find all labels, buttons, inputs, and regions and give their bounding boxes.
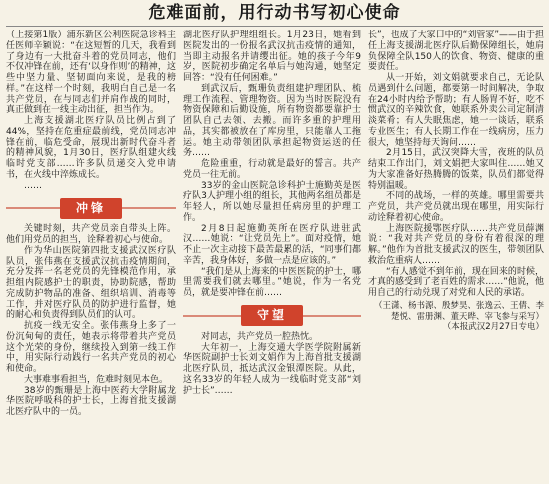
paragraph: 关键时刻，共产党员亲自带头上阵。他们用党员的担当，诠释着初心与使命。 bbox=[6, 224, 176, 245]
byline-authors: （王潇、杨书源、殷梦昊、张逸云、王倩、李楚悦、雷册渊、董天晔、宰飞参与采写） bbox=[373, 300, 544, 322]
paragraph: 长”，也成了大家口中的“刘管家”——由于担任上海支援湖北医疗队后勤保障组长，她肩负保障全队150人的饮食、物资、健康的重要责任。 bbox=[368, 30, 544, 73]
headline-rule bbox=[6, 26, 543, 27]
paragraph: 危险重重，行动就是最好的誓言。共产党员一往无前。 bbox=[183, 159, 361, 180]
paragraph: 抗疫一线无安全。张伟燕身上多了一份沉甸甸的责任，她表示将带着共产党员这个光荣的身份，继续投入到第一线工作中，用实际行动践行一名共产党员的初心和使命。 bbox=[6, 321, 176, 374]
paragraph: 上海支援湖北医疗队员比例占到了44%，坚持在危重症最前线，党员同志冲锋在前，临危受命，展现出新时代奋斗者的精神风貌，1月30日，医疗队组建火线临时党支部……许多队员递交入党申请书，在火线中淬炼成长。 bbox=[6, 116, 176, 180]
paragraph: 上海医院援鄂医疗队……共产党员薛渊说：“我对共产党员的身份有着很深的理解。”他作为首批支援武汉的医生，带领团队救治危重病人…… bbox=[368, 223, 544, 266]
column-2 bbox=[183, 30, 361, 480]
paragraph: 对同志，共产党员一腔热忱。 bbox=[201, 331, 319, 342]
column-1 bbox=[6, 30, 176, 480]
byline bbox=[368, 301, 544, 333]
paragraph: 从一开始，刘文娟就要求自己，无论队员遇到什么问题，都要第一时间解决，争取在24小时内给予帮助；有人肠胃不好，吃不惯武汉的辛辣饮食，她联系外卖公司定制清淡菜肴；有人失眠焦虑，她一一谈话，联系专业医生；有人长期工作在一线病房，压力很大，她坚持每天询问…… bbox=[368, 73, 544, 148]
paragraph: 大事难事看担当，危难时刻见本色。 bbox=[24, 374, 169, 385]
paragraph: 湖北医疗队护理组组长。1月23日，她看到医院发出的一份报名武汉抗击疫情的通知，当即主动报名并请缨出征。她的孩子今年9岁，医院初步确定名单后与她沟通，她坚定回答：“没有任何困难。” bbox=[183, 30, 361, 83]
paragraph: 33岁的金山医院急诊科护士施勤英是医疗队3人护理小组的组长，其他两名组员都是年轻人，所以她尽量担任病房里的护理工作。 bbox=[183, 180, 361, 223]
paragraph: 38岁的甄珊是上海中医药大学附属龙华医院呼吸科的护士长，上海首批支援湖北医疗队中的一员。 bbox=[6, 385, 176, 417]
section-title: 冲锋 bbox=[60, 198, 122, 219]
paragraph: “有人感觉不到年前，现在回来的时候，才真的感受到了老百姓的需求……”他说，他用自己的行动兑现了对党和人民的承诺。 bbox=[368, 266, 544, 298]
paragraph: 到武汉后，甄珊负责组建护理团队、梳理工作流程、管理物资。因为当时医院没有物资保障和后勤设施，所有物资都要靠护士团队自己去领、去搬。而许多重的护理用品，其实都被放在了库房里，只能靠人工拖运。她主动带领团队承担起物资运送的任务…… bbox=[183, 83, 361, 159]
paragraph: 2月8日起施勤英所在医疗队进驻武汉……她说：“让党员先上”。面对疫情，她不止一次主动接下最苦最累的活，“同事们都辛苦，我身体好，多做一点是应该的。” bbox=[183, 223, 361, 266]
section-banner-charge bbox=[6, 197, 176, 219]
section-banner-watch bbox=[183, 305, 361, 327]
paragraph: …… bbox=[24, 180, 42, 191]
paragraph: 作为华山医院第四批支援武汉医疗队队员，张伟燕在支援武汉抗击疫情期间，充分发挥一名老党员的先锋模范作用，承担组内院感护士的职责，协助院感，帮助完成防护物品的准备、组织培训、消毒等工作，并对医疗队员的防护进行监督，她的耐心和负责得到队员们的认可。 bbox=[6, 245, 176, 321]
paragraph: 大年初一，上海交通大学医学院附属新华医院副护士长刘文娟作为上海首批支援湖北医疗队员，抵达武汉金银潭医院。从此，这名33岁的年轻人成为一线临时党支部“刘护士长”…… bbox=[183, 342, 361, 396]
paragraph: 不同的战场，一样的英雄。哪里需要共产党员，共产党员就出现在哪里，用实际行动诠释着初心使命。 bbox=[368, 191, 544, 223]
paragraph: 2月15日，武汉突降大雪，夜班的队员结束工作出门，刘文娟把大家叫住……她又为大家准备好热腾腾的饭菜，队员们都觉得特别温暖。 bbox=[368, 148, 544, 191]
byline-dateline: （本报武汉2月27日专电） bbox=[442, 322, 544, 333]
paragraph: “我们是从上海来的中医医院的护士，哪里需要我们就去哪里。”她说，作为一名党员，就是要冲锋在前…… bbox=[183, 266, 361, 298]
paragraph: （上接第1版）浦东新区公利医院急诊科主任医师辛颖说：“在这短暂的几天，我看到了身边有一大批奋斗着的党员同志，他们不仅冲锋在前，还有‘以身作则’的精神，这些中坚力量、坚韧面向来说，是我的榜样。”在这样一个时刻，我明白自己是一名共产党员，在与同志们并肩作战的同时，真正做到在一线主动出征，担当作为。 bbox=[6, 30, 176, 116]
section-title: 守望 bbox=[241, 305, 303, 326]
column-3 bbox=[368, 30, 544, 480]
article-headline: 危难面前，用行动书写初心使命 bbox=[148, 3, 401, 23]
